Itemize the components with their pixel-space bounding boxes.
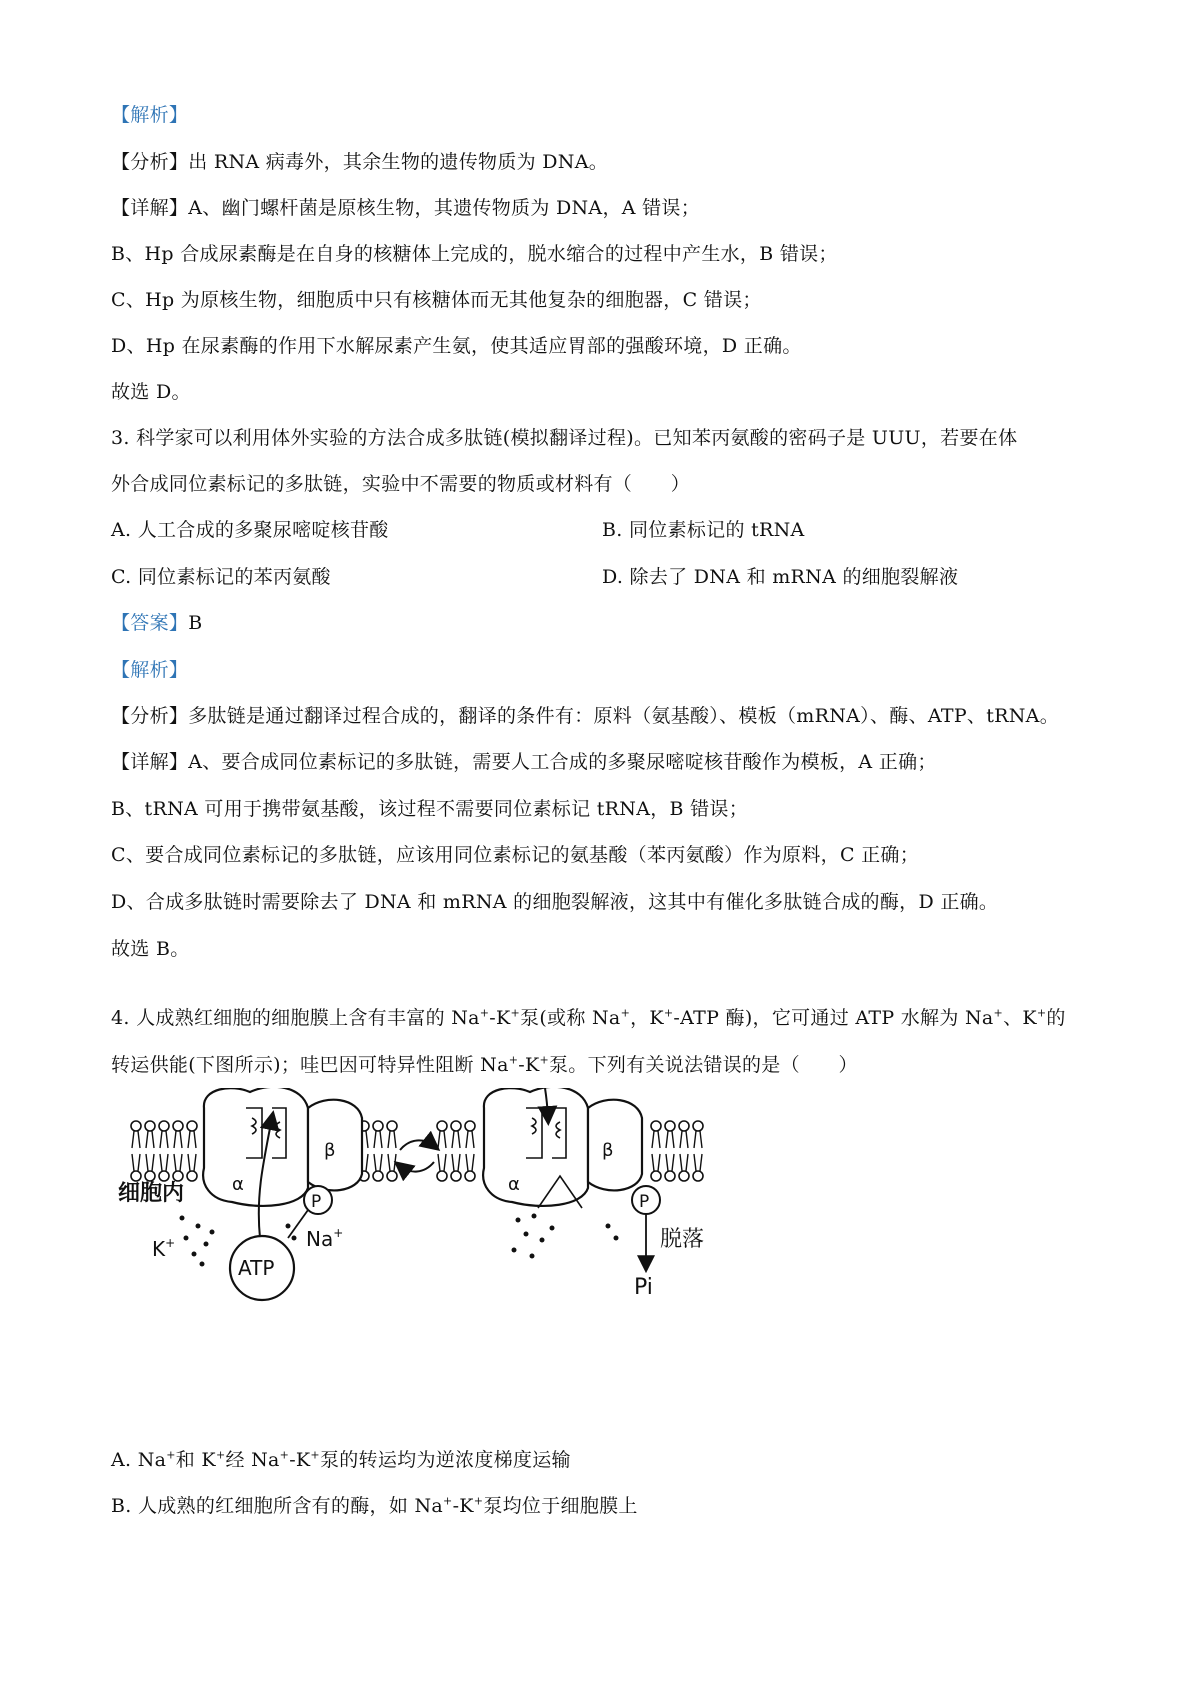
pi-label: Pi [634, 1275, 653, 1300]
answer-value: B [188, 612, 203, 634]
option-c: C. 同位素标记的苯丙氨酸 [111, 566, 331, 588]
superscript: + [473, 1494, 484, 1508]
stem-text: -ATP 酶)，它可通过 ATP 水解为 Na [673, 1007, 994, 1029]
superscript: + [479, 1006, 490, 1020]
superscript: + [166, 1448, 176, 1462]
superscript: + [215, 1448, 226, 1462]
beta-label: β [324, 1140, 336, 1161]
exchange-arrow [400, 1162, 434, 1172]
option-d: D. 除去了 DNA 和 mRNA 的细胞裂解液 [602, 566, 959, 588]
option-text: 泵的转运均为逆浓度梯度运输 [319, 1449, 571, 1471]
answer-tag: 【答案】 [111, 612, 189, 634]
detail-a: A、要合成同位素标记的多肽链，需要人工合成的多聚尿嘧啶核苷酸作为模板，A 正确； [188, 751, 937, 773]
alpha-label: α [508, 1174, 520, 1195]
atp-label: ATP [238, 1256, 275, 1280]
stem-text: ，K [630, 1007, 664, 1029]
stem-text: 转运供能(下图所示)；哇巴因可特异性阻断 Na [111, 1054, 509, 1076]
stem-text: 泵(或称 Na [520, 1007, 621, 1029]
analysis-tag: 【分析】 [111, 705, 189, 727]
option-a: A. 人工合成的多聚尿嘧啶核苷酸 [111, 519, 389, 541]
option-b [111, 1492, 638, 1520]
choose-line: 故选 B。 [111, 938, 190, 960]
option-b: B. 同位素标记的 tRNA [602, 519, 805, 541]
stem-text: -K [489, 1007, 511, 1029]
alpha-label: α [232, 1174, 244, 1195]
detail-paragraph [111, 194, 700, 222]
phosphate-label: P [639, 1192, 650, 1212]
detail-tag: 【详解】 [111, 751, 189, 773]
superscript: + [1036, 1006, 1047, 1020]
stem-text: 4. 人成熟红细胞的细胞膜上含有丰富的 Na [111, 1007, 480, 1029]
detail-tag: 【详解】 [111, 197, 189, 219]
analysis-paragraph [111, 148, 608, 176]
superscript: + [620, 1006, 631, 1020]
question-4-stem-2 [111, 1051, 858, 1079]
superscript: + [508, 1053, 519, 1067]
option-text: 泵均位于细胞膜上 [483, 1495, 638, 1517]
choose-line: 故选 D。 [111, 381, 191, 403]
detail-a: A、幽门螺杆菌是原核生物，其遗传物质为 DNA，A 错误； [188, 197, 701, 219]
superscript: + [443, 1494, 453, 1508]
pump-diagram [112, 1088, 752, 1428]
analysis-heading: 【解析】 [111, 659, 189, 681]
superscript: + [993, 1006, 1004, 1020]
beta-label: β [602, 1140, 614, 1161]
superscript: + [539, 1053, 549, 1067]
superscript: + [510, 1006, 521, 1020]
detach-label: 脱落 [660, 1227, 705, 1252]
superscript: + [663, 1006, 674, 1020]
detail-c: C、Hp 为原核生物，细胞质中只有核糖体而无其他复杂的细胞器，C 错误； [111, 289, 762, 311]
detail-b: B、tRNA 可用于携带氨基酸，该过程不需要同位素标记 tRNA，B 错误； [111, 798, 749, 820]
pump-left [203, 1088, 362, 1238]
analysis-heading: 【解析】 [111, 104, 189, 126]
k-label: K+ [152, 1236, 176, 1261]
detail-d: D、Hp 在尿素酶的作用下水解尿素产生氨，使其适应胃部的强酸环境，D 正确。 [111, 335, 802, 357]
option-a [111, 1446, 571, 1474]
option-text: A. Na [111, 1449, 167, 1471]
analysis-paragraph [111, 702, 1059, 730]
pump-right [483, 1088, 642, 1208]
option-text: 经 Na [225, 1449, 280, 1471]
option-text: -K [452, 1495, 474, 1517]
question-3-stem-2: 外合成同位素标记的多肽链，实验中不需要的物质或材料有（ ） [111, 473, 691, 495]
na-label: Na+ [306, 1226, 344, 1251]
question-4-stem-1 [111, 1004, 1066, 1032]
detail-paragraph [111, 748, 937, 776]
stem-text: 泵。下列有关说法错误的是（ ） [549, 1054, 858, 1076]
stem-text: 、K [1003, 1007, 1037, 1029]
analysis-tag: 【分析】 [111, 151, 189, 173]
detail-c: C、要合成同位素标记的多肽链，应该用同位素标记的氨基酸（苯丙氨酸）作为原料，C 正确； [111, 844, 920, 866]
exchange-arrow [400, 1140, 434, 1150]
stem-text: 的 [1046, 1007, 1066, 1029]
superscript: + [279, 1448, 290, 1462]
option-text: B. 人成熟的红细胞所含有的酶，如 Na [111, 1495, 444, 1517]
analysis-text: 多肽链是通过翻译过程合成的，翻译的条件有：原料（氨基酸）、模板（mRNA）、酶、ATP、tRNA。 [188, 705, 1059, 727]
detail-d: D、合成多肽链时需要除去了 DNA 和 mRNA 的细胞裂解液，这其中有催化多肽链合成的酶，D 正确。 [111, 891, 999, 913]
analysis-text: 出 RNA 病毒外，其余生物的遗传物质为 DNA。 [188, 151, 609, 173]
inside-label: 细胞内 [118, 1181, 185, 1206]
superscript: + [310, 1448, 320, 1462]
detail-b: B、Hp 合成尿素酶是在自身的核糖体上完成的，脱水缩合的过程中产生水，B 错误； [111, 243, 838, 265]
stem-text: -K [518, 1054, 540, 1076]
option-text: 和 K [175, 1449, 216, 1471]
option-text: -K [289, 1449, 311, 1471]
sodium-potassium-pump-figure [112, 1088, 752, 1428]
question-3-stem-1: 3. 科学家可以利用体外实验的方法合成多肽链(模拟翻译过程)。已知苯丙氨酸的密码子是 UUU，若要在体 [111, 427, 1018, 449]
answer-line [111, 609, 202, 637]
phosphate-label: P [311, 1192, 322, 1212]
